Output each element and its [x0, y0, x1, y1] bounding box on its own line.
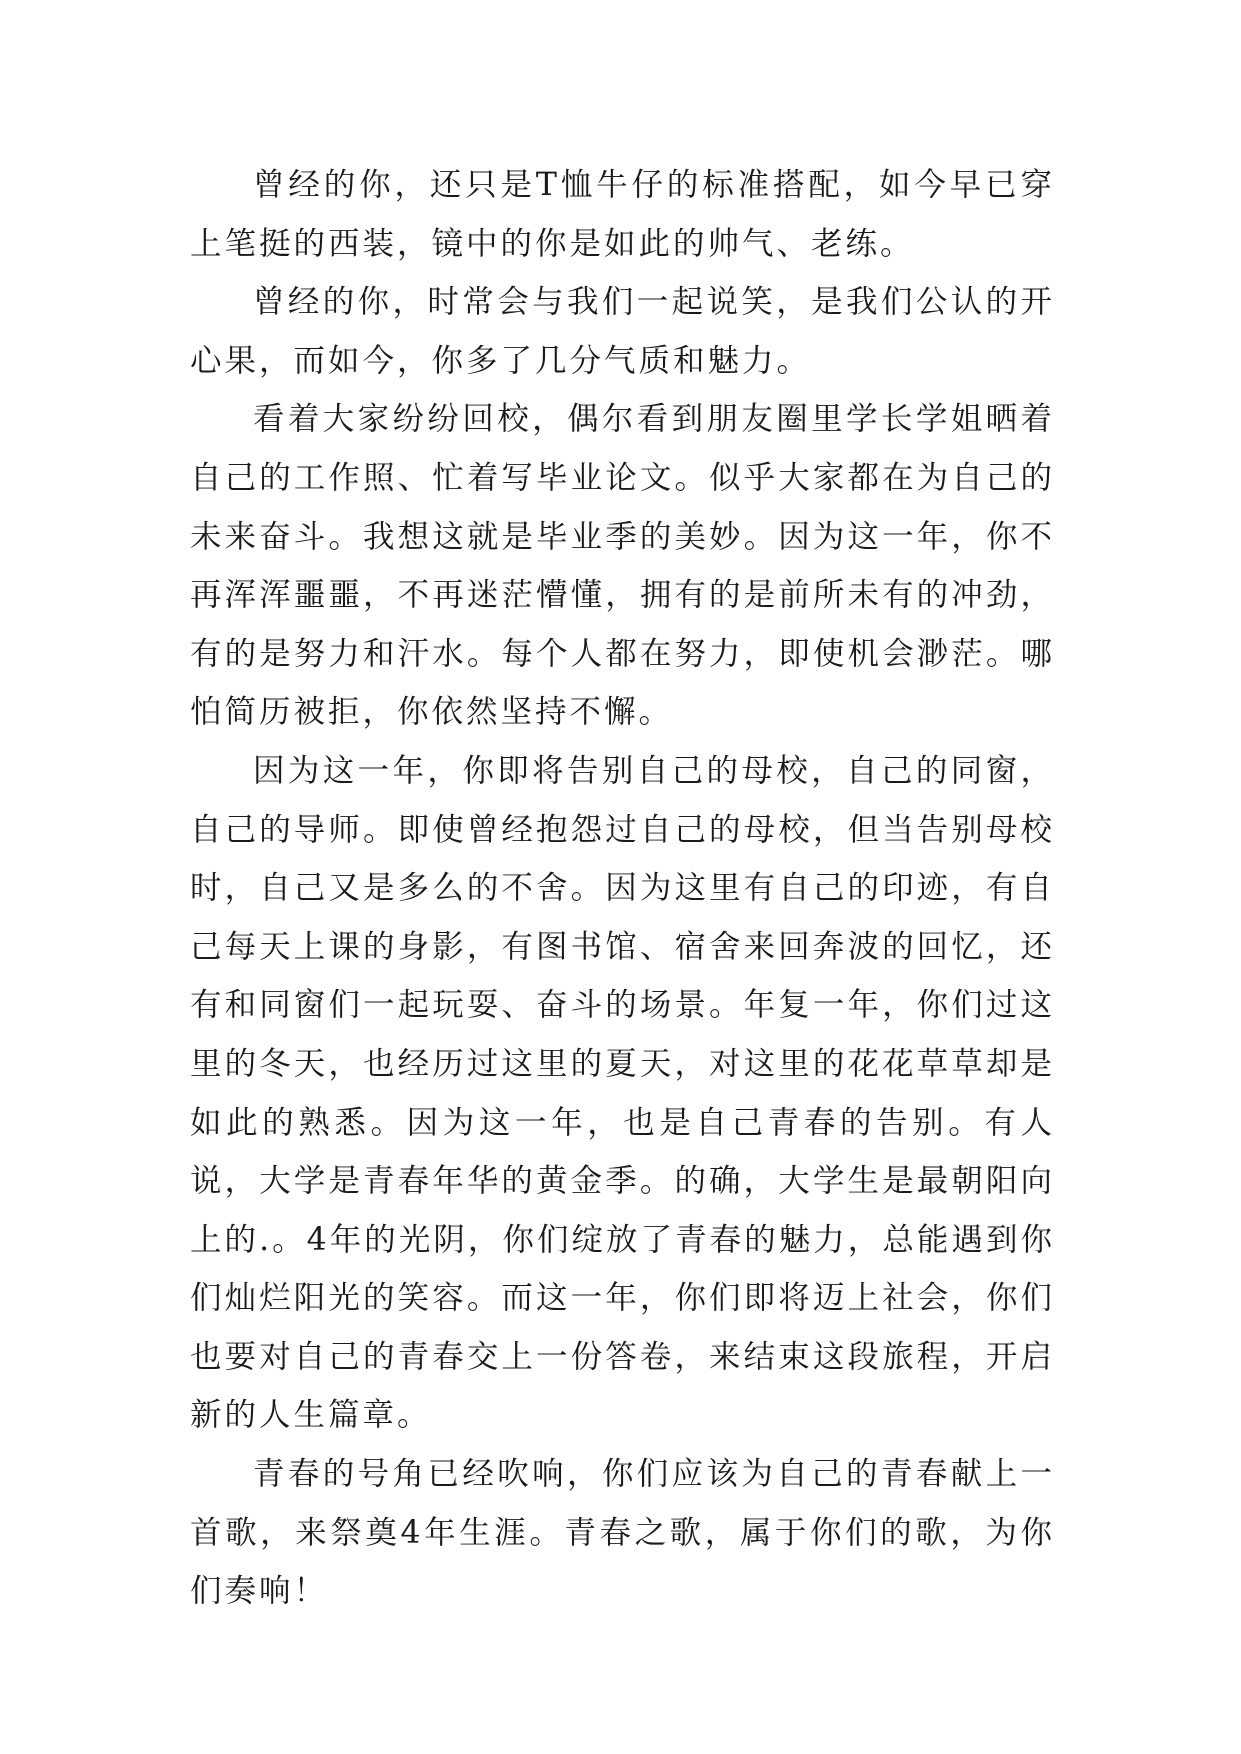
- paragraph-2: 曾经的你，时常会与我们一起说笑，是我们公认的开心果，而如今，你多了几分气质和魅力。: [190, 284, 1055, 379]
- document-body: [190, 156, 1055, 1621]
- paragraph-1: 曾经的你，还只是T恤牛仔的标准搭配，如今早已穿上笔挺的西装，镜中的你是如此的帅气、老练。: [190, 167, 1055, 262]
- paragraph-5: 青春的号角已经吹响，你们应该为自己的青春献上一首歌，来祭奠4年生涯。青春之歌，属于你们的歌，为你们奏响！: [190, 1456, 1055, 1610]
- paragraph-3: 看着大家纷纷回校，偶尔看到朋友圈里学长学姐晒着自己的工作照、忙着写毕业论文。似乎大家都在为自己的未来奋斗。我想这就是毕业季的美妙。因为这一年，你不再浑浑噩噩，不再迷茫懵懂，拥有的是前所未有的冲劲，有的是努力和汗水。每个人都在努力，即使机会渺茫。哪怕简历被拒，你依然坚持不懈。: [190, 401, 1055, 731]
- paragraph-4: 因为这一年，你即将告别自己的母校，自己的同窗，自己的导师。即使曾经抱怨过自己的母校，但当告别母校时，自己又是多么的不舍。因为这里有自己的印迹，有自己每天上课的身影，有图书馆、宿舍来回奔波的回忆，还有和同窗们一起玩耍、奋斗的场景。年复一年，你们过这里的冬天，也经历过这里的夏天，对这里的花花草草却是如此的熟悉。因为这一年，也是自己青春的告别。有人说，大学是青春年华的黄金季。的确，大学生是最朝阳向上的.。4年的光阴，你们绽放了青春的魅力，总能遇到你们灿烂阳光的笑容。而这一年，你们即将迈上社会，你们也要对自己的青春交上一份答卷，来结束这段旅程，开启新的人生篇章。: [190, 752, 1055, 1434]
